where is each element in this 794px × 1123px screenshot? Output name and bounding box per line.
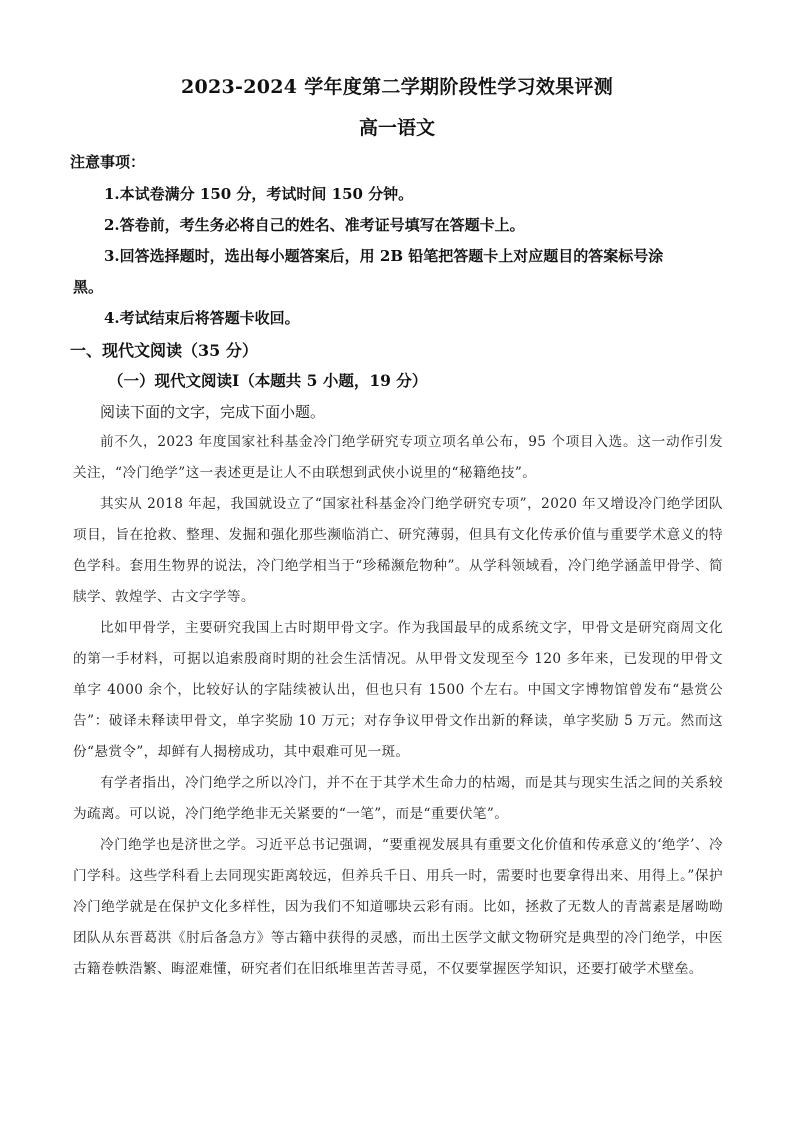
reading-instruction: 阅读下面的文字，完成下面小题。	[100, 403, 326, 421]
exam-title: 2023-2024 学年度第二学期阶段性学习效果评测	[180, 76, 614, 98]
subsection-heading: （一）现代文阅读Ⅰ（本题共 5 小题，19 分）	[108, 371, 428, 390]
note-item-continuation: 黑。	[73, 278, 104, 296]
note-item: 1.本试卷满分 150 分，考试时间 150 分钟。	[104, 185, 414, 203]
subject-title: 高一语文	[358, 117, 435, 139]
note-item: 4.考试结束后将答题卡收回。	[104, 309, 300, 327]
passage-paragraph: 有学者指出，冷门绝学之所以冷门，并不在于其学术生命力的枯竭，而是其与现实生活之间的关系较为疏离。可以说，冷门绝学绝非无关紧要的“一笔”，而是“重要伏笔”。	[73, 775, 723, 822]
section-heading: 一、现代文阅读（35 分）	[70, 341, 258, 360]
passage-paragraph: 前不久，2023 年度国家社科基金冷门绝学研究专项立项名单公布，95 个项目入选。这一动作引发关注，“冷门绝学”这一表述更是让人不由联想到武侠小说里的“秘籍绝技”。	[73, 434, 723, 481]
passage-paragraph: 比如甲骨学，主要研究我国上古时期甲骨文字。作为我国最早的成系统文字，甲骨文是研究商周文化的第一手材料，可据以追索殷商时期的社会生活情况。从甲骨文发现至今 120 多年来，已发现的甲骨文单字 4000 余个，比较好认的字陆续被认出，但也只有 1500 个左右。中国文字博物馆曾发布“悬赏公告”：破译未释读甲骨文，单字奖励 10 万元；对存争议甲骨文作出新的释读，单字奖励 5 万元。然而这份“悬赏令”，却鲜有人揭榜成功，其中艰难可见一斑。	[73, 620, 723, 760]
note-item: 3.回答选择题时，选出每小题答案后，用 2B 铅笔把答题卡上对应题目的答案标号涂	[104, 247, 664, 265]
passage-paragraph: 其实从 2018 年起，我国就设立了“国家社科基金冷门绝学研究专项”，2020 年又增设冷门绝学团队项目，旨在抢救、整理、发掘和强化那些濒临消亡、研究薄弱，但具有文化传承价值与重要学术意义的特色学科。套用生物界的说法，冷门绝学相当于“珍稀濒危物种”。从学科领域看，冷门绝学涵盖甲骨学、简牍学、敦煌学、古文字学等。	[73, 496, 723, 605]
notes-heading: 注意事项：	[70, 153, 146, 171]
note-item: 2.答卷前，考生务必将自己的姓名、准考证号填写在答题卡上。	[104, 216, 525, 234]
passage-paragraph: 冷门绝学也是济世之学。习近平总书记强调，“要重视发展具有重要文化价值和传承意义的‘绝学’、冷门学科。这些学科看上去同现实距离较远，但养兵千日、用兵一时，需要时也要拿得出来、用得上。”保护冷门绝学就是在保护文化多样性，因为我们不知道哪块云彩有雨。比如，拯救了无数人的青蒿素是屠呦呦团队从东晋葛洪《肘后备急方》等古籍中获得的灵感，而出土医学文献文物研究是典型的冷门绝学，中医古籍卷帙浩繁、晦涩难懂，研究者们在旧纸堆里苦苦寻觅，不仅要掌握医学知识，还要打破学术壁垒。	[73, 837, 723, 977]
